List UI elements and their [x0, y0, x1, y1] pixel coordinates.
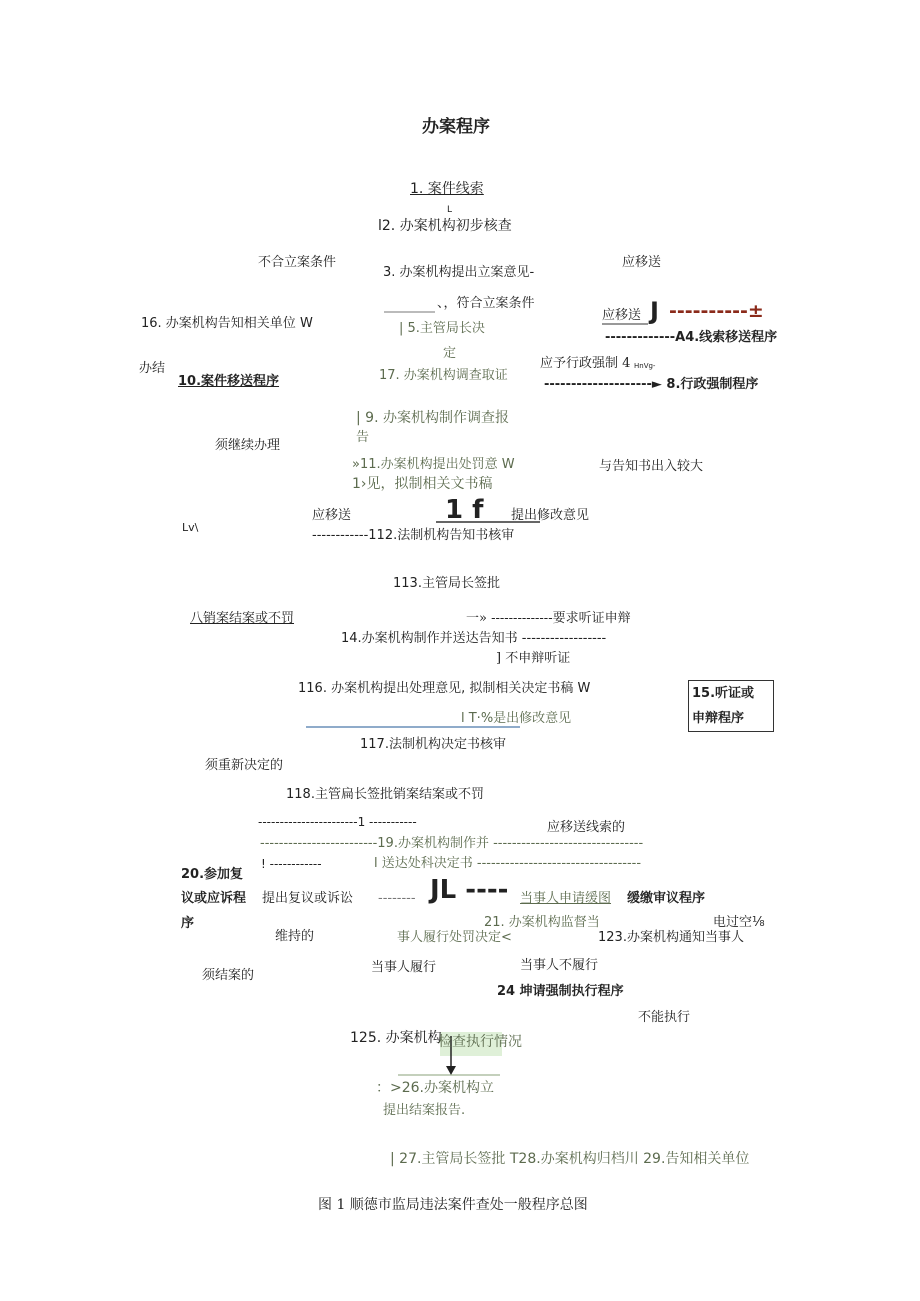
label-defer: 当事人申请缓图 — [520, 891, 612, 906]
label-hearing-request: 一» --------------要求听证申辩 — [466, 611, 631, 626]
node-19-line2: l 送达处科决定书 ----------------------------------- — [374, 856, 642, 871]
node-14: 14.办案机构制作并送达告知书 ------------------ — [341, 631, 607, 646]
node-21-line2: 事人履行处罚决定< — [397, 930, 512, 945]
dash-row-1: -----------------------1 ----------- — [258, 815, 417, 829]
node-3: 3. 办案机构提出立案意见- — [383, 265, 535, 280]
node-118: 118.主管扁长签批销案结案或不罚 — [286, 787, 484, 802]
node-27-29: | 27.主管局长签批 T28.办案机构归档川 29.告知相关单位 — [390, 1151, 750, 1167]
node-24: 24 坤请强制执行程序 — [497, 984, 624, 999]
label-close: 办结 — [139, 361, 166, 376]
node-defer-review: 缓缴审议程序 — [627, 891, 706, 906]
node-2: l2. 办案机构初步核查 — [378, 218, 512, 234]
mark-1f: 1 f — [445, 495, 484, 525]
mark-j: J — [650, 297, 659, 325]
node-123: 123.办案机构通知当事人 — [598, 930, 744, 945]
node-15-line2: 申辩程序 — [692, 711, 745, 726]
node-9: | 9. 办案机构制作调查报 — [356, 410, 509, 426]
label-close-case: 须结案的 — [202, 968, 255, 983]
node-20-line2: 议或应诉程 — [181, 891, 247, 906]
label-transfer-mid: 应移送 — [312, 508, 352, 523]
node-5-line2: 定 — [443, 346, 457, 361]
node-125-check: 检查执行情况 — [438, 1034, 522, 1050]
label-close-no-penalty: 八销案结案或不罚 — [190, 611, 295, 626]
node-17: 17. 办案机构调查取证 — [379, 368, 508, 383]
node-16: 16. 办案机构告知相关单位 W — [141, 316, 313, 331]
node-10: 10.案件移送程序 — [178, 374, 280, 389]
node-5: | 5.主管局长决 — [399, 321, 485, 336]
node-11-line2: 1›见，拟制相关文书稿 — [352, 476, 493, 492]
label-appeal: 提出复议或诉讼 — [262, 891, 354, 906]
mark-jl: JL ---- — [430, 875, 509, 905]
label-maintain: 维持的 — [275, 929, 315, 944]
node-21: 21. 办案机构监督当 — [484, 915, 600, 930]
page-title: 办案程序 — [422, 117, 490, 137]
label-continue: 须继续办理 — [215, 438, 281, 453]
node-1: 1. 案件线索 — [410, 181, 484, 197]
node-13: 113.主管局长签批 — [393, 576, 500, 591]
node-20: 20.参加复 — [181, 867, 244, 882]
label-performed: 当事人履行 — [371, 960, 437, 975]
node-9-line2: 告 — [356, 430, 370, 445]
label-cannot: 不能执行 — [638, 1010, 691, 1025]
label-enforce-small: HnVg- — [634, 362, 656, 370]
dash-short: -------- — [378, 891, 416, 906]
label-not-qualified: 不合立案条件 — [258, 255, 337, 270]
node-20-line3: 序 — [181, 916, 195, 931]
node-8: --------------------► 8.行政强制程序 — [544, 377, 759, 392]
label-t-edit: l T·%是出修改意见 — [461, 711, 572, 726]
node-116: 116. 办案机构提出处理意见, 拟制相关决定书稿 W — [298, 681, 591, 696]
node-125: 125. 办案机构 — [350, 1030, 442, 1046]
label-transfer-j: 应移送 — [602, 308, 642, 323]
node-117: 117.法制机构决定书核审 — [360, 737, 506, 752]
node-12: ------------112.法制机构告知书核审 — [312, 528, 515, 543]
node-11: »11.办案机构提出处罚意 W — [352, 457, 515, 472]
label-redecide: 须重新决定的 — [205, 758, 284, 773]
node-15: 15.听证或 — [692, 686, 755, 701]
label-qualified: 、，符合立案条件 — [437, 296, 535, 311]
dash-plus-arrow: ----------± — [669, 300, 764, 322]
label-notice-big: 与告知书出入较大 — [599, 459, 704, 474]
figure-caption: 图 1 顺德市监局违法案件查处一般程序总图 — [318, 1197, 588, 1213]
node-1-mark: L — [447, 205, 453, 215]
label-not-performed: 当事人不履行 — [520, 958, 599, 973]
node-19: -------------------------19.办案机构制作并 -------------------------------- — [260, 836, 644, 851]
label-propose-edit: 提出修改意见 — [511, 508, 590, 523]
node-26: ：>26.办案机构立 — [376, 1080, 494, 1096]
label-transfer-clue: 应移送线索的 — [547, 820, 626, 835]
arrow-125-head — [446, 1066, 456, 1075]
mark-bang: ! ------------ — [261, 857, 322, 871]
node-4: -------------A4.线索移送程序 — [605, 330, 778, 345]
mark-lv: Lv\ — [182, 521, 199, 534]
label-no-hearing: ] 不申辩听证 — [496, 651, 571, 666]
label-electric: 电过空⅛ — [713, 915, 765, 930]
label-transfer-top: 应移送 — [622, 255, 662, 270]
node-26-line2: 提出结案报告. — [383, 1103, 466, 1118]
label-enforce: 应予行政强制 4 — [540, 356, 631, 371]
